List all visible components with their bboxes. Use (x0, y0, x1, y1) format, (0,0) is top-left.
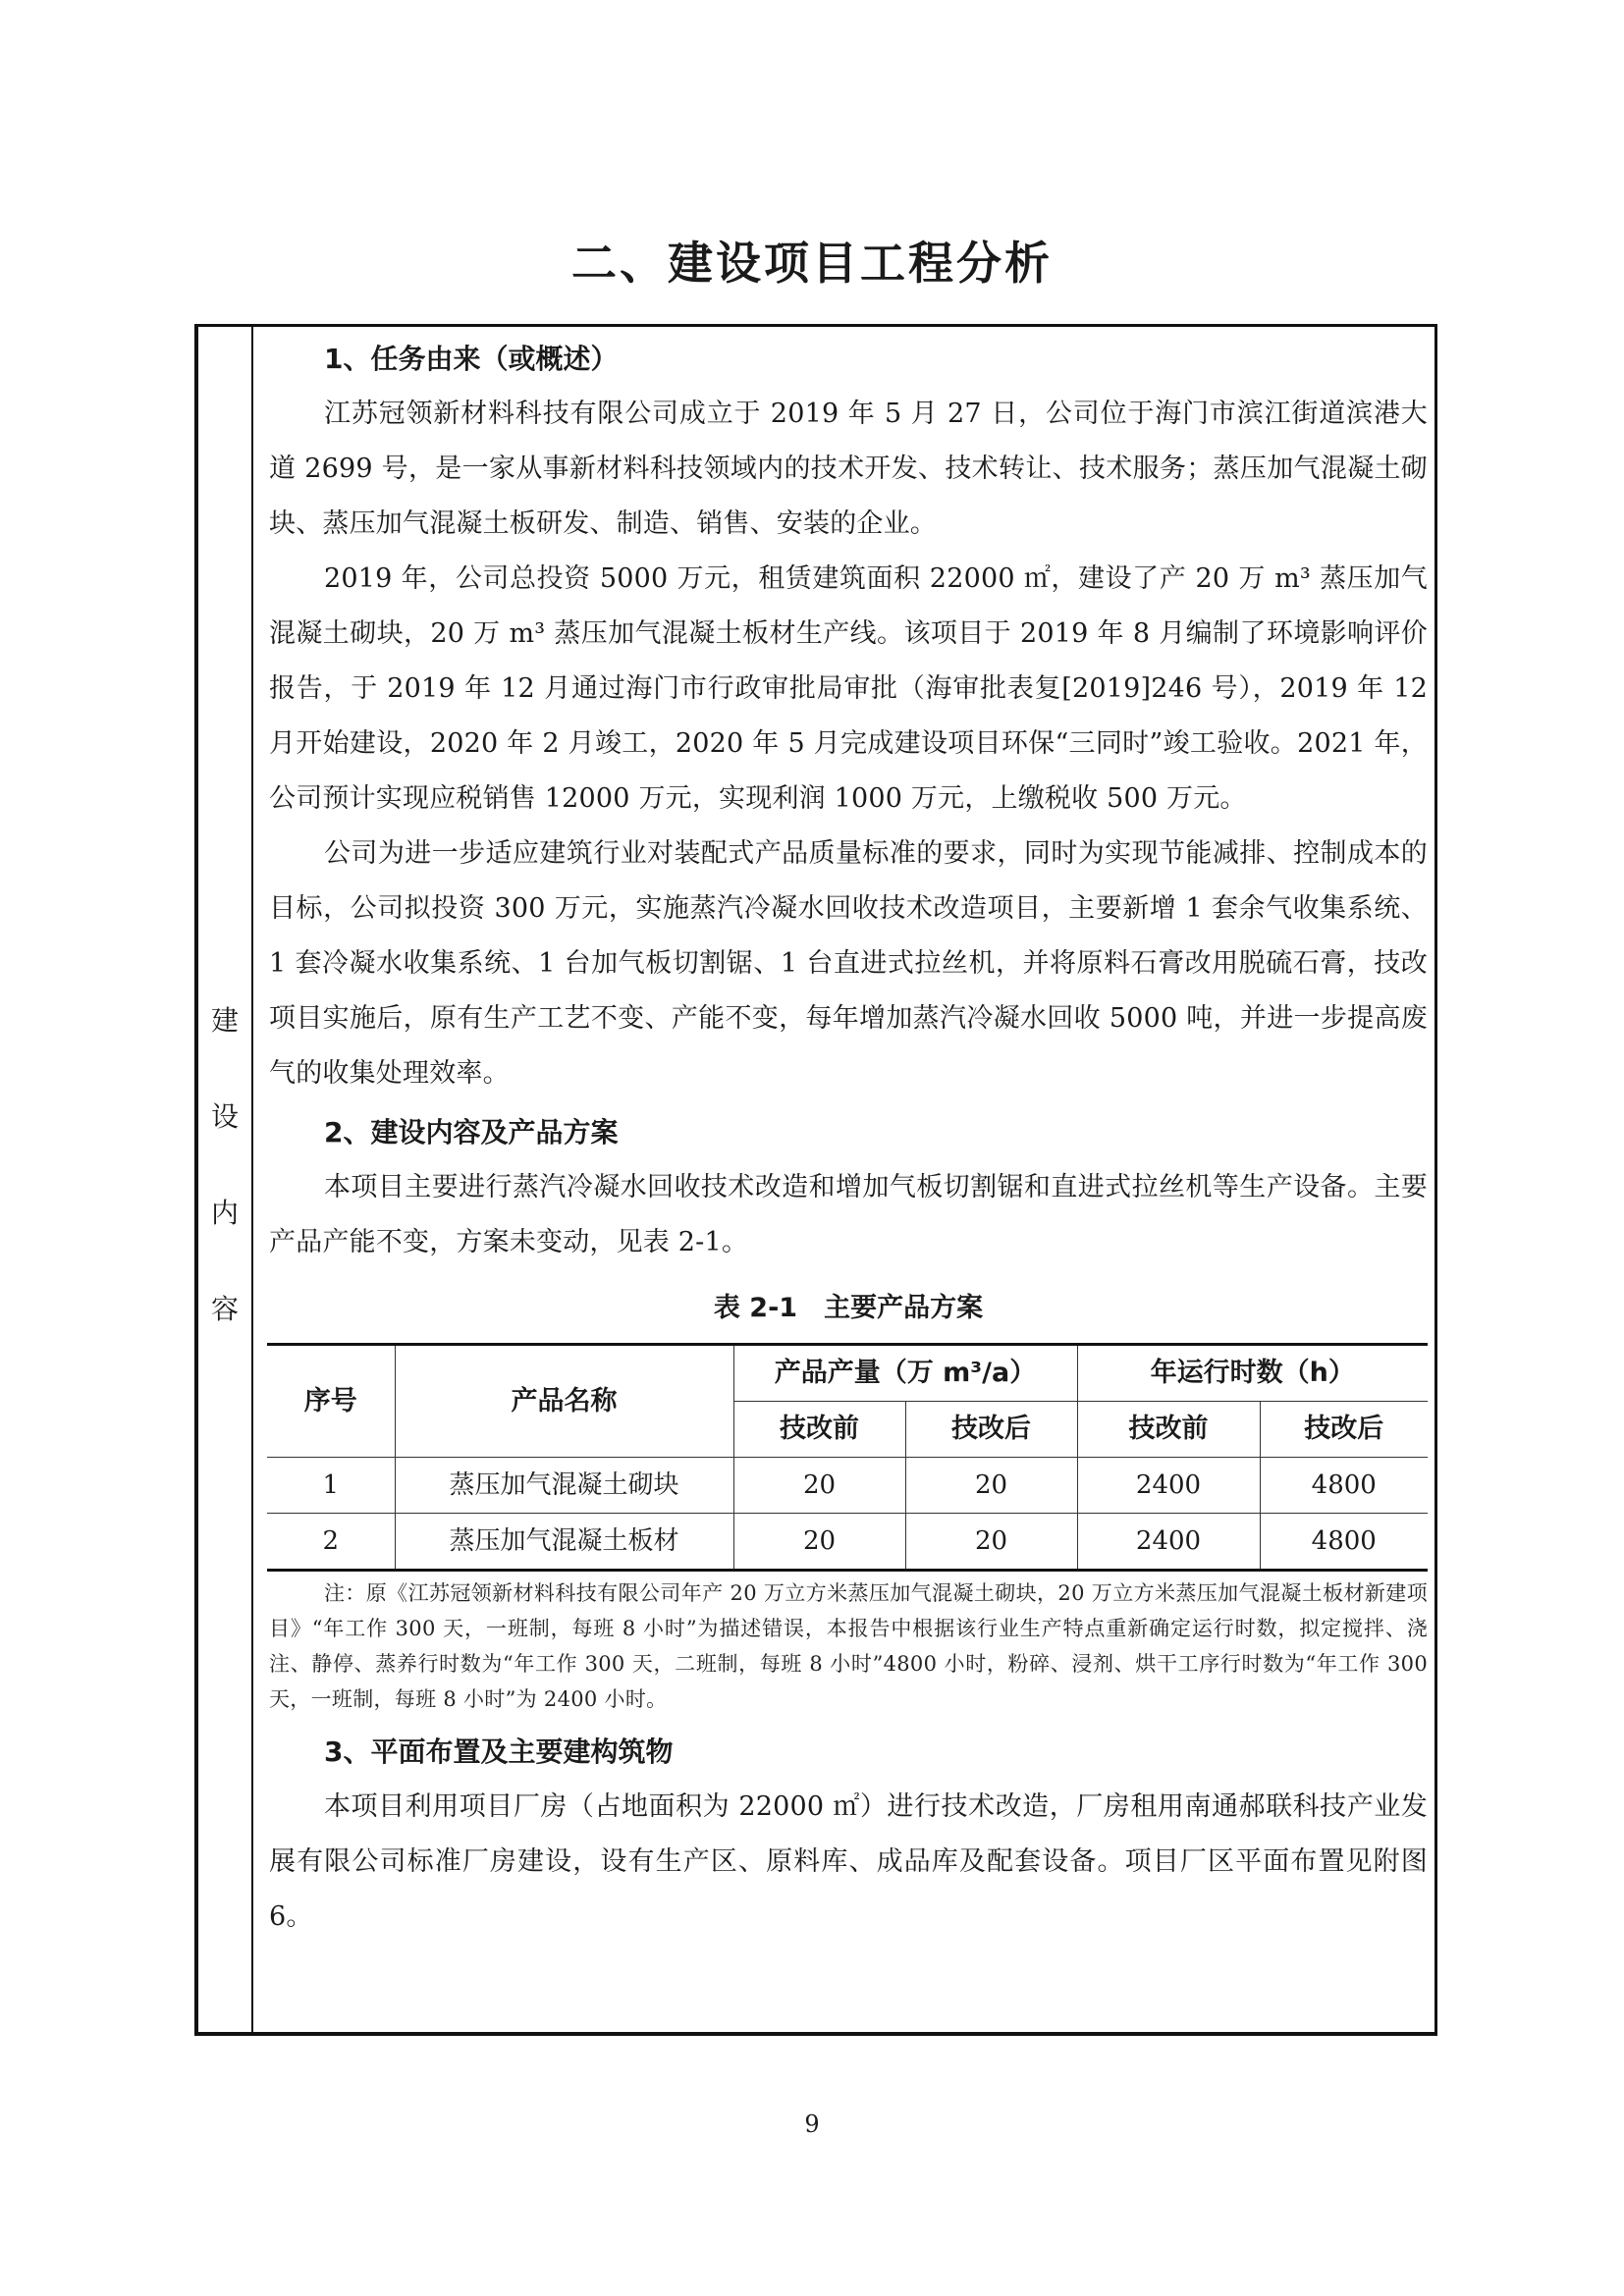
page-number: 9 (804, 2110, 820, 2138)
section-heading-1: 1、任务由来（或概述） (324, 343, 619, 375)
header-seq: 序号 (267, 1345, 395, 1458)
cell-hrs-after: 4800 (1260, 1458, 1428, 1514)
paragraph: 2019 年，公司总投资 5000 万元，租赁建筑面积 22000 ㎡，建设了产 20 万 m³ 蒸压加气混凝土砌块，20 万 m³ 蒸压加气混凝土板材生产线。该项目于 2019 年 8 月编制了环境影响评价报告，于 2019 年 12 月通过海门市行政审批局审批（海审批表复[2019]246 号），2019 年 12 月开始建设，2020 年 2 月竣工，2020 年 5 月完成建设项目环保“三同时”竣工验收。2021 年，公司预计实现应税销售 12000 万元，实现利润 1000 万元，上缴税收 500 万元。 (269, 563, 1428, 814)
header-hrs-after: 技改后 (1260, 1402, 1428, 1458)
table-caption: 表 2-1 主要产品方案 (713, 1293, 984, 1323)
header-capacity: 产品产量（万 m³/a） (733, 1345, 1077, 1402)
paragraph: 本项目利用项目厂房（占地面积为 22000 ㎡）进行技术改造，厂房租用南通郝联科技产业发展有限公司标准厂房建设，设有生产区、原料库、成品库及配套设备。项目厂区平面布置见附图 6。 (269, 1791, 1428, 1932)
side-label-char: 容 (210, 1293, 239, 1325)
cell-cap-before: 20 (733, 1514, 905, 1571)
table-header-row (267, 1345, 1428, 1402)
cell-name: 蒸压加气混凝土砌块 (395, 1458, 733, 1514)
cell-hrs-before: 2400 (1077, 1458, 1260, 1514)
header-name: 产品名称 (395, 1345, 733, 1458)
side-label-char: 设 (210, 1100, 239, 1133)
cell-cap-after: 20 (905, 1514, 1077, 1571)
paragraph: 公司为进一步适应建筑行业对装配式产品质量标准的要求，同时为实现节能减排、控制成本的目标，公司拟投资 300 万元，实施蒸汽冷凝水回收技术改造项目，主要新增 1 套余气收集系统、1 套冷凝水收集系统、1 台加气板切割锯、1 台直进式拉丝机，并将原料石膏改用脱硫石膏，技改项目实施后，原有生产工艺不变、产能不变，每年增加蒸汽冷凝水回收 5000 吨，并进一步提高废气的收集处理效率。 (269, 838, 1428, 1089)
section-heading-3: 3、平面布置及主要建构筑物 (324, 1735, 674, 1768)
cell-seq: 2 (267, 1514, 395, 1571)
cell-seq: 1 (267, 1458, 395, 1514)
cell-hrs-before: 2400 (1077, 1514, 1260, 1571)
side-label-char: 建 (210, 1004, 239, 1037)
header-hrs-before: 技改前 (1077, 1402, 1260, 1458)
cell-name: 蒸压加气混凝土板材 (395, 1514, 733, 1571)
header-hours: 年运行时数（h） (1077, 1345, 1428, 1402)
product-table (267, 1343, 1428, 1572)
header-cap-before: 技改前 (733, 1402, 905, 1458)
header-cap-after: 技改后 (905, 1402, 1077, 1458)
cell-cap-after: 20 (905, 1458, 1077, 1514)
content-frame (194, 324, 1437, 2036)
cell-hrs-after: 4800 (1260, 1514, 1428, 1571)
section-heading-2: 2、建设内容及产品方案 (324, 1116, 619, 1148)
table-row (267, 1514, 1428, 1571)
table-row (267, 1458, 1428, 1514)
table-note: 注：原《江苏冠领新材料科技有限公司年产 20 万立方米蒸压加气混凝土砌块，20 万立方米蒸压加气混凝土板材新建项目》“年工作 300 天，一班制，每班 8 小时”为描述错误，本报告中根据该行业生产特点重新确定运行时数，拟定搅拌、浇注、静停、蒸养行时数为“年工作 300 天，二班制，每班 8 小时”4800 小时，粉碎、浸剂、烘干工序行时数为“年工作 300 天，一班制，每班 8 小时”为 2400 小时。 (269, 1581, 1428, 1711)
section-content (269, 327, 1428, 1945)
cell-cap-before: 20 (733, 1458, 905, 1514)
side-label-char: 内 (210, 1197, 239, 1229)
page-title: 二、建设项目工程分析 (571, 237, 1053, 290)
paragraph: 本项目主要进行蒸汽冷凝水回收技术改造和增加气板切割锯和直进式拉丝机等生产设备。主要产品产能不变，方案未变动，见表 2-1。 (269, 1172, 1428, 1257)
side-label-column (198, 327, 253, 2032)
paragraph: 江苏冠领新材料科技有限公司成立于 2019 年 5 月 27 日，公司位于海门市滨江街道滨港大道 2699 号，是一家从事新材料科技领域内的技术开发、技术转让、技术服务；蒸压加气混凝土砌块、蒸压加气混凝土板研发、制造、销售、安装的企业。 (269, 399, 1428, 539)
